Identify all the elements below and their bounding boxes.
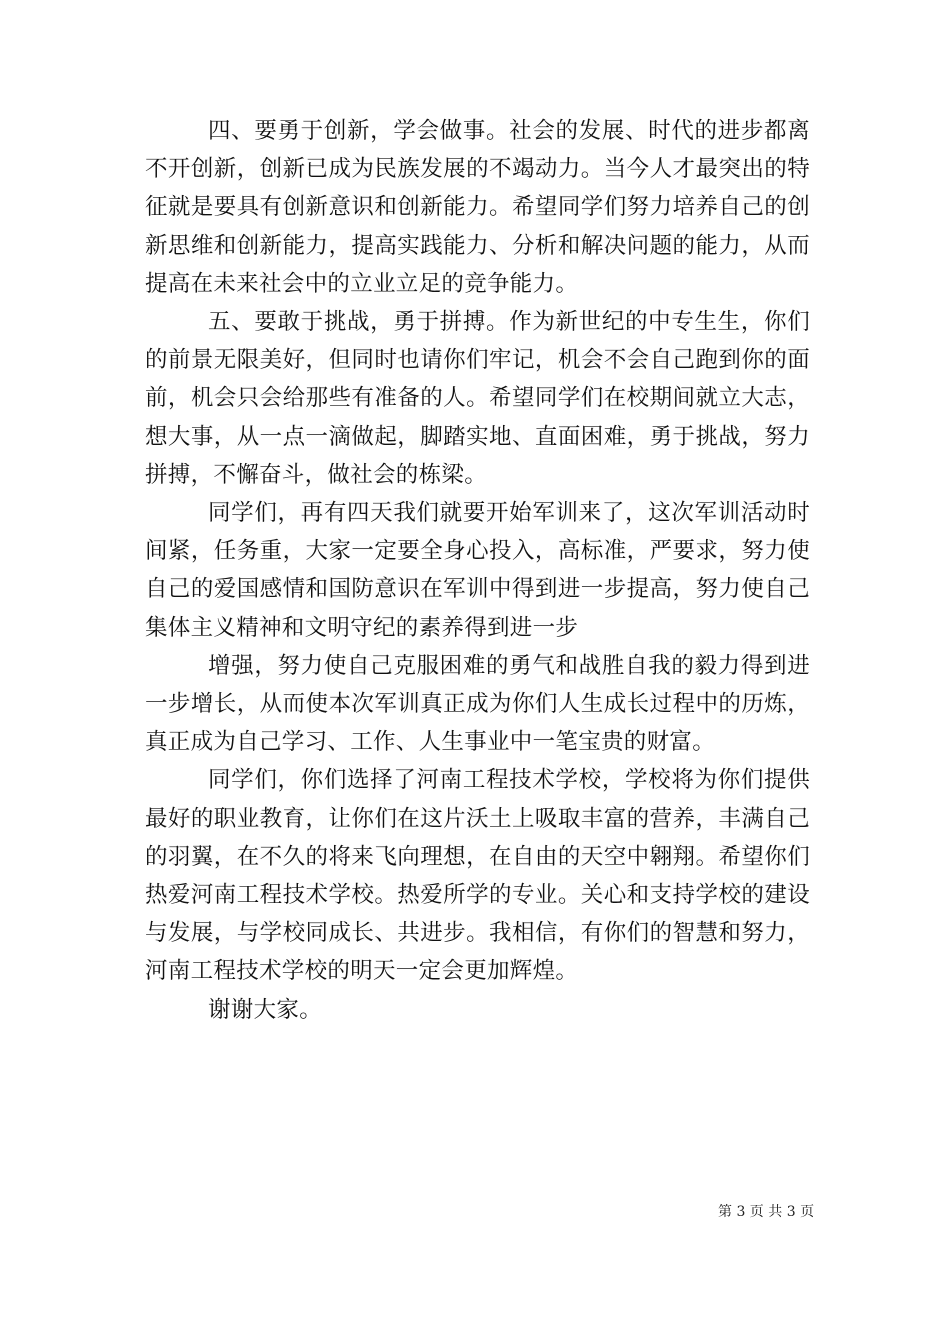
paragraph-school: 同学们，你们选择了河南工程技术学校，学校将为你们提供最好的职业教育，让你们在这片沃土上吸取丰富的营养，丰满自己的羽翼，在不久的将来飞向理想，在自由的天空中翱翔。希望你们热爱河南工程技术学校。热爱所学的专业。关心和支持学校的建设与发展，与学校同成长、共进步。我相信，有你们的智慧和努力，河南工程技术学校的明天一定会更加辉煌。 [145, 767, 810, 985]
document-body [145, 112, 810, 1029]
paragraph-challenge: 五、要敢于挑战，勇于拼搏。作为新世纪的中专生生，你们的前景无限美好，但同时也请你们牢记，机会不会自己跑到你的面前，机会只会给那些有准备的人。希望同学们在校期间就立大志，想大事，从一点一滴做起，脚踏实地、直面困难，勇于挑战，努力拼搏，不懈奋斗，做社会的栋梁。 [145, 309, 810, 488]
paragraph-thanks: 谢谢大家。 [208, 996, 323, 1023]
paragraph-strengthen: 增强，努力使自己克服困难的勇气和战胜自我的毅力得到进一步增长，从而使本次军训真正成为你们人生成长过程中的历炼，真正成为自己学习、工作、人生事业中一笔宝贵的财富。 [145, 652, 810, 756]
paragraph-innovation: 四、要勇于创新，学会做事。社会的发展、时代的进步都离不开创新，创新已成为民族发展的不竭动力。当今人才最突出的特征就是要具有创新意识和创新能力。希望同学们努力培养自己的创新思维和创新能力，提高实践能力、分析和解决问题的能力，从而提高在未来社会中的立业立足的竞争能力。 [145, 118, 810, 297]
paragraph-military-training: 同学们，再有四天我们就要开始军训来了，这次军训活动时间紧，任务重，大家一定要全身心投入，高标准，严要求，努力使自己的爱国感情和国防意识在军训中得到进一步提高，努力使自己集体主义精神和文明守纪的素养得到进一步 [145, 500, 810, 641]
page-number: 第 3 页 共 3 页 [718, 1204, 815, 1220]
